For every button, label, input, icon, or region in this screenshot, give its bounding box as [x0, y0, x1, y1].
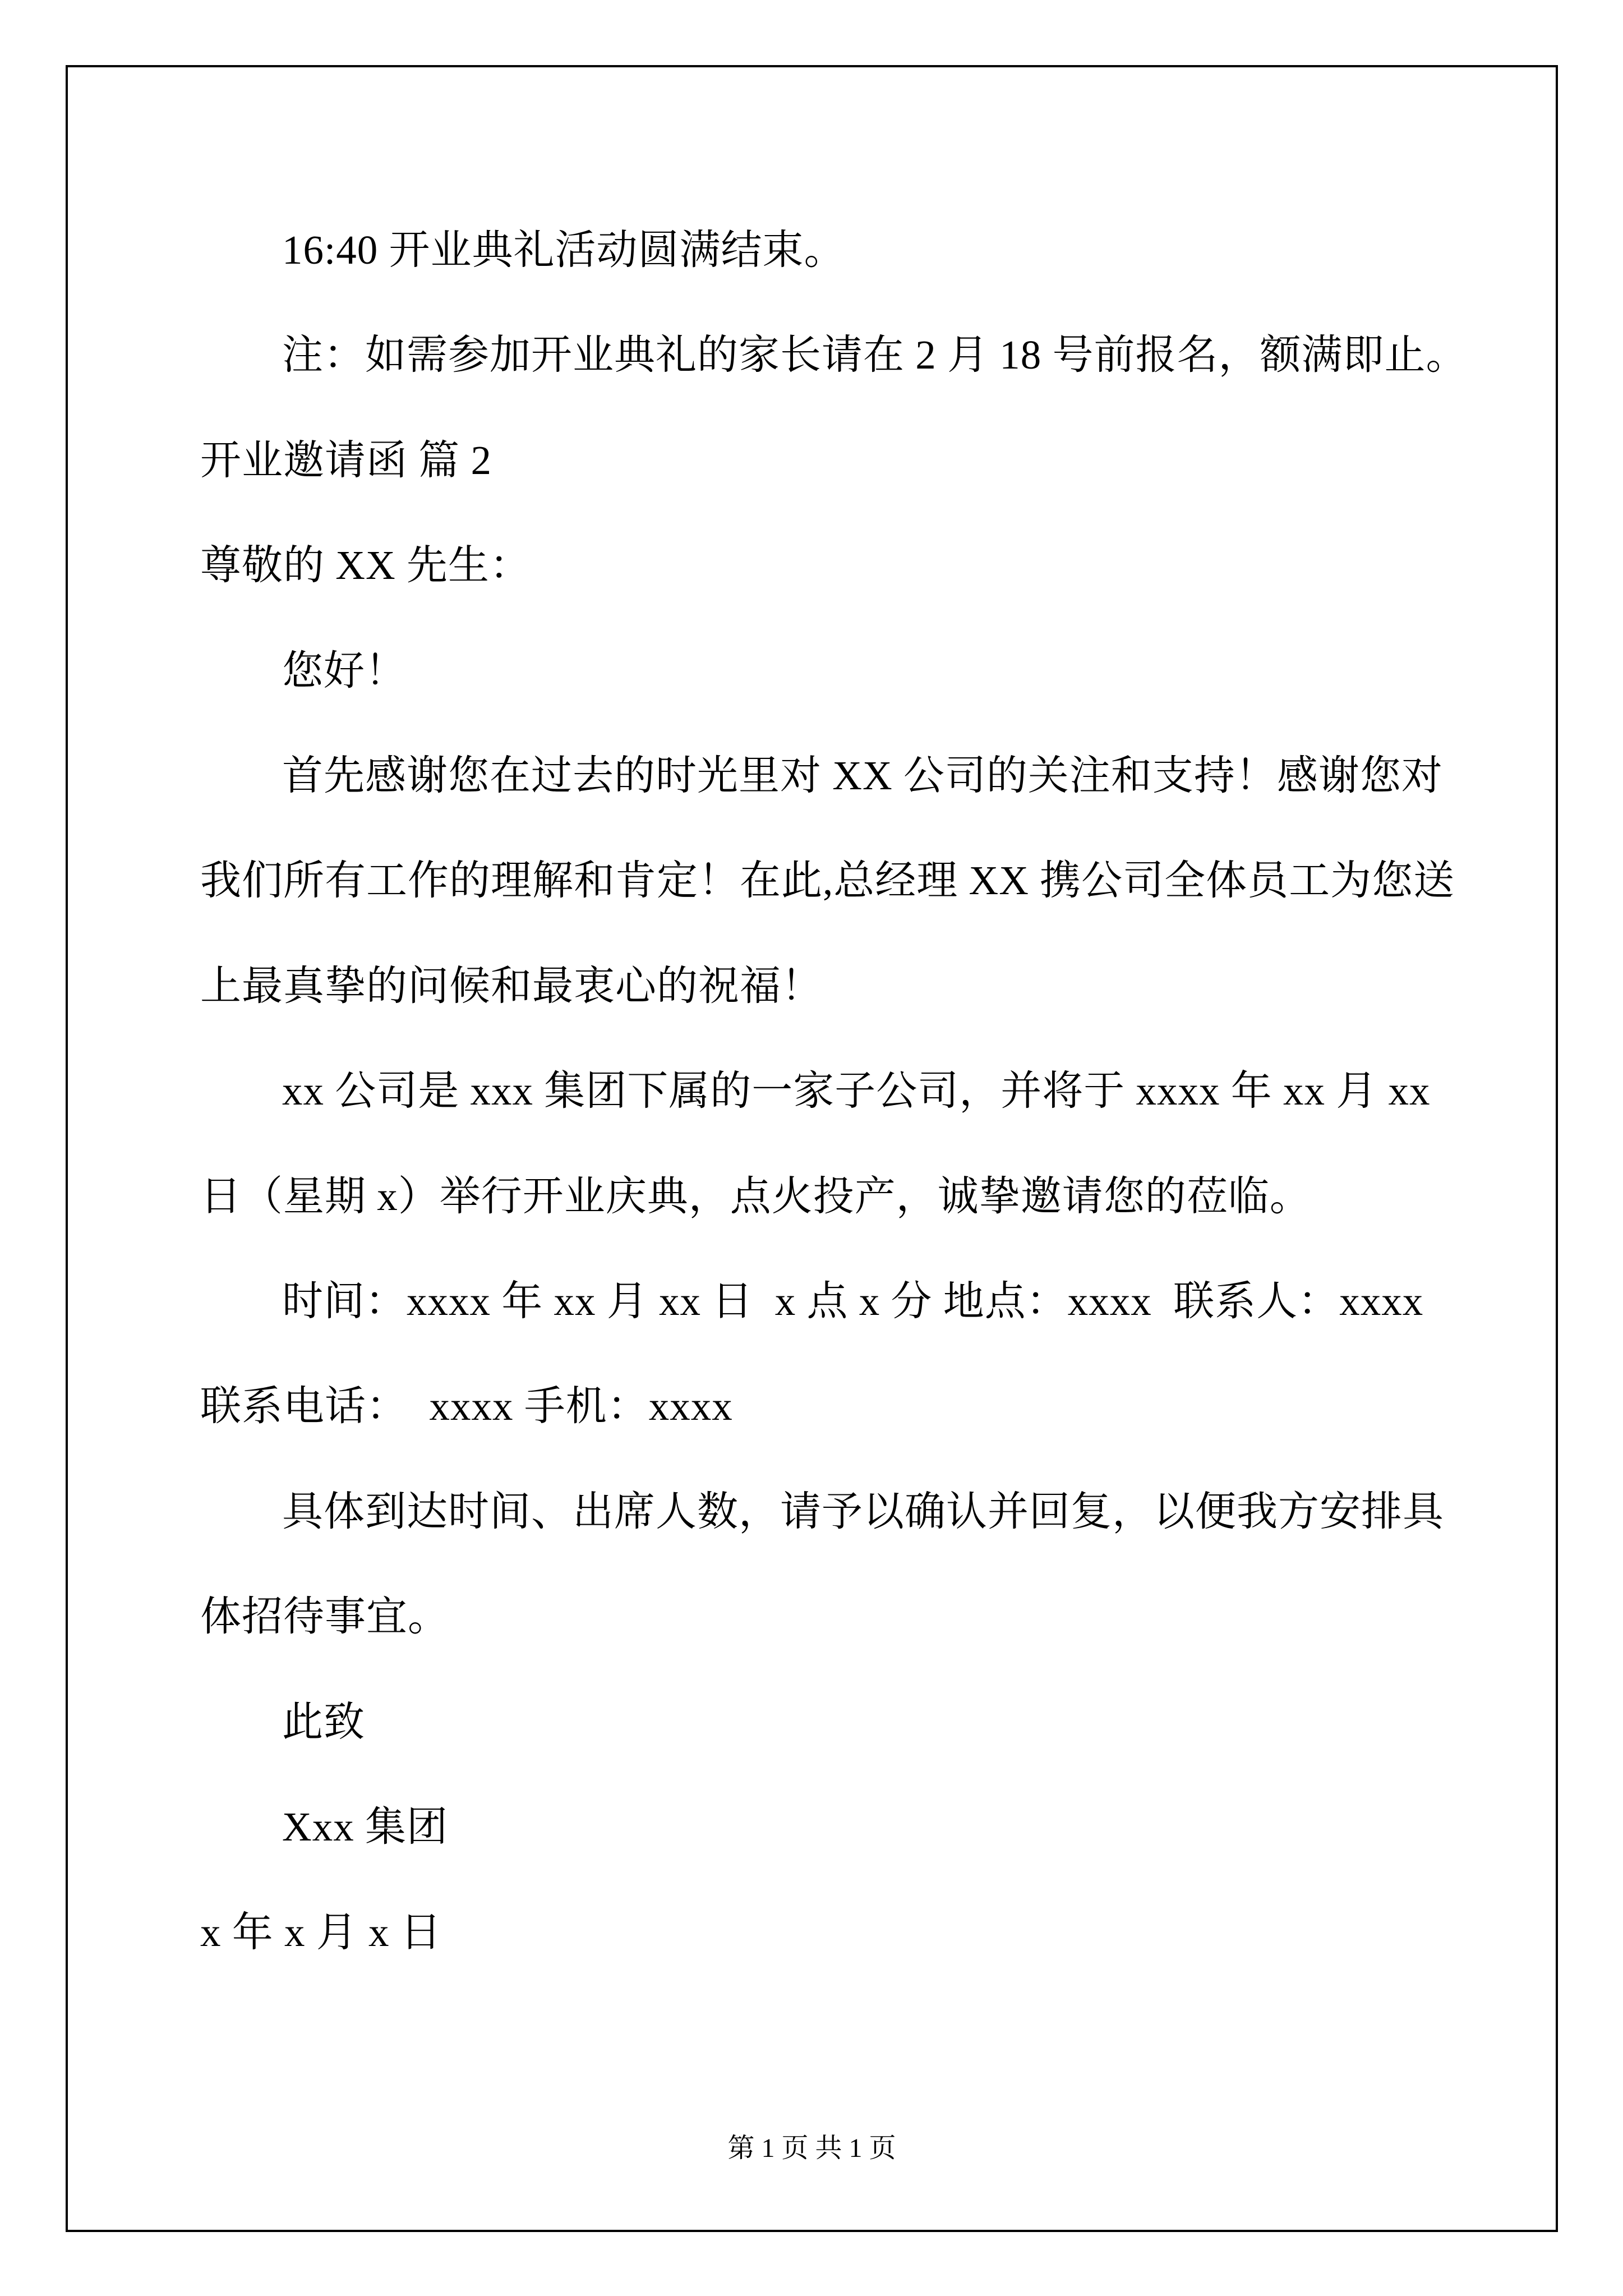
text-line: 您好！ — [282, 647, 407, 693]
text-line: 尊敬的 XX 先生： — [200, 542, 531, 588]
text-line: 日（星期 x）举行开业庆典，点火投产，诚挚邀请您的莅临。 — [200, 1173, 1311, 1219]
text-line: 联系电话： xxxx 手机：xxxx — [200, 1383, 733, 1429]
footer-page-number: 第 1 页 共 1 页 — [727, 2133, 896, 2163]
text-line: 注：如需参加开业典礼的家长请在 2 月 18 号前报名，额满即止。 — [282, 332, 1468, 378]
text-line: x 年 x 月 x 日 — [200, 1909, 442, 1955]
text-line: 具体到达时间、出席人数，请予以确认并回复，以便我方安排具 — [282, 1488, 1444, 1534]
text-line: Xxx 集团 — [282, 1804, 448, 1850]
text-line: 此致 — [282, 1699, 365, 1745]
text-line: 我们所有工作的理解和肯定！在此,总经理 XX 携公司全体员工为您送 — [200, 858, 1455, 904]
text-line: 开业邀请函 篇 2 — [200, 437, 492, 483]
text-line: 体招待事宜。 — [200, 1594, 449, 1640]
text-line: xx 公司是 xxx 集团下属的一家子公司，并将于 xxxx 年 xx 月 xx — [282, 1068, 1431, 1114]
text-line: 16:40 开业典礼活动圆满结束。 — [282, 227, 846, 273]
document-content — [200, 197, 1490, 1985]
text-line: 首先感谢您在过去的时光里对 XX 公司的关注和支持！感谢您对 — [282, 753, 1443, 799]
page-footer — [66, 2132, 1558, 2165]
text-line: 时间：xxxx 年 xx 月 xx 日 x 点 x 分 地点：xxxx 联系人：xxxx — [282, 1278, 1424, 1324]
text-line: 上最真挚的问候和最衷心的祝福！ — [200, 963, 823, 1009]
